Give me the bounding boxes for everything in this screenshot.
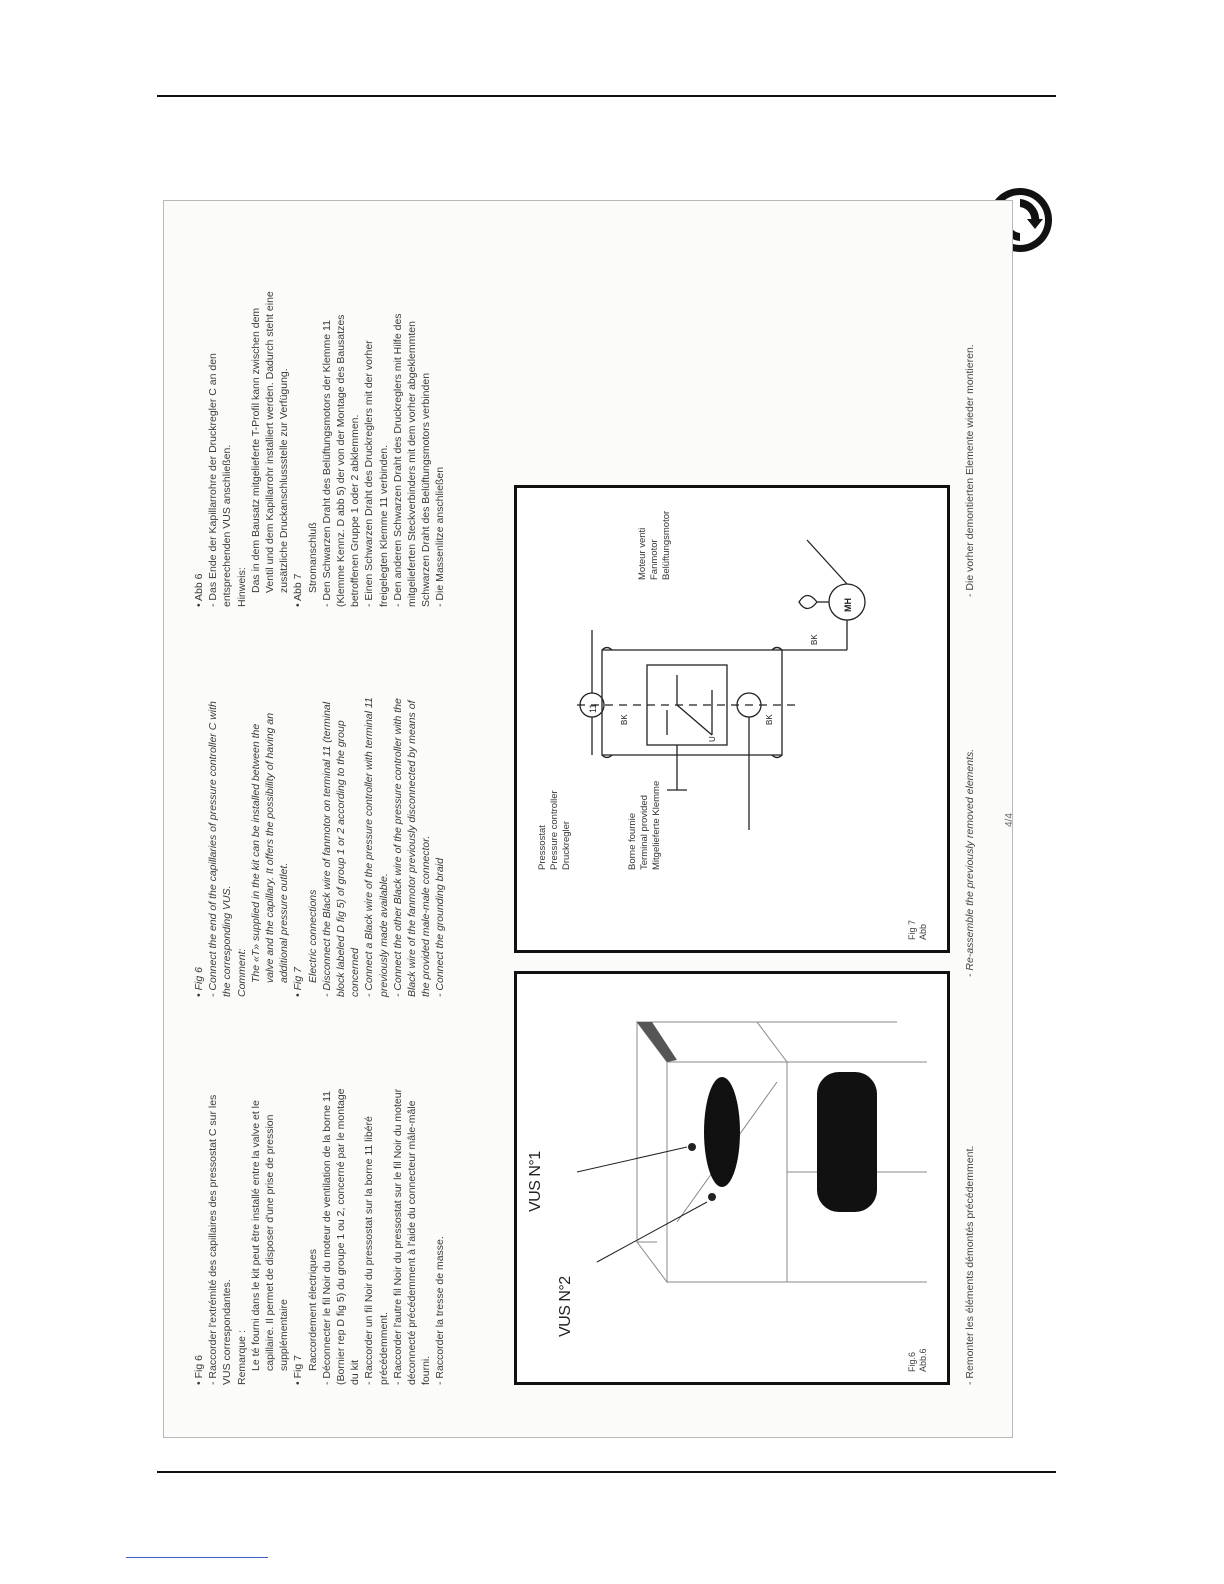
terminal-11-label: 11 bbox=[588, 703, 598, 713]
en-fig6-step: - Connect the end of the capillaries of pressure controller C with the corresponding VUS. bbox=[207, 701, 234, 997]
vus-2-label: VUS N°2 bbox=[557, 1276, 574, 1337]
de-step: - Die Massenlitze anschließen bbox=[434, 466, 447, 607]
vus-1-label: VUS N°1 bbox=[527, 1151, 544, 1212]
en-comment-text: The «T» supplied in the kit can be installed between the valve and the capillary. It offers the possibility of having an additional pressure outlet. bbox=[249, 712, 291, 983]
en-step: - Disconnect the Black wire of fanmotor on terminal 11 (terminal block labeled D fig 5) of group 1 or 2 according to the group concerned bbox=[320, 701, 362, 997]
de-hint-text: Das in dem Bausatz mitgelieferte T-Profil kann zwischen dem Ventil und dem Kapillarrohr installiert werden. Dadurch steht eine zusätzliche Druckanschlussstelle zur Verfügung. bbox=[249, 291, 291, 593]
en-step: - Connect a Black wire of the pressure controller with terminal 11 previously made available. bbox=[363, 697, 390, 997]
de-fig7-heading: • Abb 7 bbox=[292, 573, 305, 607]
scanned-instruction-sheet bbox=[163, 200, 1013, 1438]
wire-bk-label: BK bbox=[810, 634, 819, 645]
de-step: - Einen Schwarzen Draht des Druckreglers mit der vorher freigelegten Klemme 11 verbinden. bbox=[363, 340, 390, 607]
header-rule bbox=[157, 95, 1056, 97]
fr-remark-text: Le té fourni dans le kit peut être installé entre la valve et le capillaire. Il permet de disposer d'une prise de pression supplémentaire bbox=[249, 1100, 291, 1371]
fr-fig6-step: - Raccorder l'extrémité des capillaires des pressostat C sur les VUS correspondantes. bbox=[207, 1094, 234, 1385]
wire-bk-label: BK bbox=[765, 714, 774, 725]
rotated-content bbox=[164, 201, 1015, 1437]
page-number: 4/4 bbox=[1004, 813, 1015, 827]
fr-step: - Raccorder l'autre fil Noir du pressostat sur le fil Noir du moteur déconnecté précédemment à l'aide du connecteur mâle-mâle fourni. bbox=[391, 1088, 433, 1385]
fr-elec-heading: Raccordement électriques bbox=[306, 1249, 319, 1371]
fr-fig7-heading: • Fig 7 bbox=[292, 1355, 305, 1385]
pressostat-label: Pressostat bbox=[537, 825, 548, 870]
fr-fig6-heading: • Fig 6 bbox=[193, 1355, 205, 1385]
footer-link-underline[interactable] bbox=[126, 1557, 268, 1558]
fr-step: - Raccorder la tresse de masse. bbox=[434, 1236, 447, 1385]
fr-remark-heading: Remarque : bbox=[235, 1330, 248, 1385]
fig6-tag-line: Abb.6 bbox=[918, 1348, 928, 1372]
en-comment-heading: Comment: bbox=[235, 948, 248, 997]
figure-7-box bbox=[514, 485, 950, 953]
fr-step: - Déconnecter le fil Noir du moteur de ventilation de la borne 11 (Bornier rep D fig 5) du groupe 1 ou 2, concerné par le montage du kit bbox=[320, 1088, 362, 1385]
german-column bbox=[192, 287, 448, 607]
fig7-tag-line: Fig 7 bbox=[907, 919, 917, 940]
fr-reassemble: - Remonter les éléments démontés précédemment. bbox=[964, 1145, 976, 1385]
terminal-label: Mitgelieferte Klemme bbox=[651, 780, 662, 870]
de-elec-heading: Stromanschluß bbox=[306, 522, 319, 593]
de-step: - Den Schwarzen Draht des Belüftungsmotors der Klemme 11 (Klemme Kennz. D abb 5) der von der Montage des Bausatzes betroffenen Gruppe 1 oder 2 abklemmen. bbox=[320, 314, 362, 607]
terminal-label: Borne fournie bbox=[627, 812, 638, 870]
wire-bk-label: BK bbox=[620, 714, 629, 725]
footer-rule bbox=[157, 1471, 1056, 1473]
en-fig6-heading: • Fig 6 bbox=[193, 967, 205, 997]
pressostat-label: Druckregler bbox=[561, 820, 572, 870]
motor-label: Belüftungsmotor bbox=[661, 510, 672, 580]
en-fig7-heading: • Fig 7 bbox=[292, 967, 305, 997]
switch-u-label: U bbox=[708, 736, 717, 742]
unit-drawing bbox=[547, 982, 937, 1322]
figure-6-box bbox=[514, 971, 950, 1385]
terminal-label: Terminal provided bbox=[639, 795, 650, 870]
fr-step: - Raccorder un fil Noir du pressostat sur la borne 11 libéré précédemment. bbox=[363, 1116, 390, 1385]
en-step: - Connect the grounding braid bbox=[434, 858, 447, 997]
de-fig6-heading: • Abb 6 bbox=[193, 573, 205, 607]
de-fig6-step: - Das Ende der Kapillarrohre der Druckregler C an den entsprechenden VUS anschließen. bbox=[207, 353, 234, 607]
french-column bbox=[192, 1085, 448, 1385]
en-reassemble: - Re-assemble the previously removed elements. bbox=[964, 748, 976, 977]
fig6-tag bbox=[907, 1348, 929, 1372]
motor-label: Moteur venti bbox=[637, 527, 648, 580]
fig7-tag-line: Abb bbox=[918, 923, 928, 940]
en-elec-heading: Electric connections bbox=[306, 889, 319, 983]
wiring-diagram bbox=[517, 488, 947, 950]
de-step: - Den anderen Schwarzen Draht des Druckreglers mit Hilfe des mitgelieferten Steckverbinders mit dem vorher abgeklemmten Schwarzen Draht des Belüftungsmotors verbinden bbox=[391, 313, 433, 607]
motor-label: Fanmotor bbox=[649, 539, 660, 580]
en-step: - Connect the other Black wire of the pressure controller with the Black wire of the fanmotor previously disconnected by means of the provided male-male connector. bbox=[391, 698, 433, 997]
de-hint-heading: Hinweis: bbox=[235, 567, 248, 607]
english-column bbox=[192, 697, 448, 997]
de-reassemble: - Die vorher demontierten Elemente wieder montieren. bbox=[964, 344, 976, 597]
fig6-tag-line: Fig.6 bbox=[907, 1351, 917, 1372]
pressostat-label: Pressure controller bbox=[549, 790, 560, 870]
motor-mh-label: MH bbox=[843, 598, 853, 612]
